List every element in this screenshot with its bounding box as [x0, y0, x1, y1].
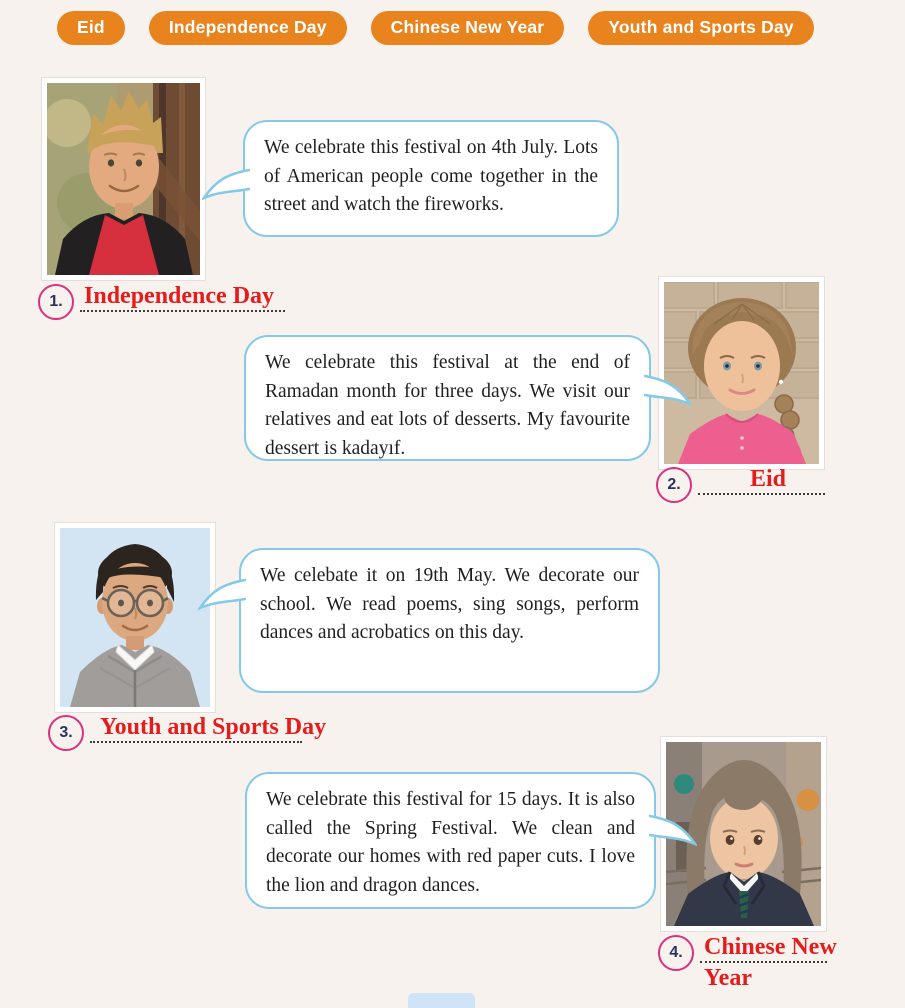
boy-red-jersey-illustration	[47, 83, 200, 275]
answer-line-2	[698, 464, 786, 495]
boy-glasses-illustration	[60, 528, 210, 707]
word-chip-youth-and-sports-day[interactable]: Youth and Sports Day	[588, 11, 814, 45]
word-chip-eid[interactable]: Eid	[57, 11, 125, 45]
number-circle-3: 3.	[48, 715, 84, 751]
answer-line-1	[80, 281, 274, 312]
speech-bubble-4	[245, 772, 656, 909]
number-circle-2: 2.	[656, 467, 692, 503]
answer-text-3: Youth and Sports Day	[100, 714, 327, 740]
answer-text-1: Independence Day	[84, 283, 275, 309]
answer-blank-1[interactable]	[38, 281, 274, 320]
bubble-tail-right-icon	[644, 370, 692, 410]
page-number-badge	[408, 993, 475, 1008]
answer-text-4: Chinese New Year	[704, 934, 837, 991]
number-circle-1: 1.	[38, 284, 74, 320]
speech-bubble-3-text: We celebate it on 19th May. We decorate our school. We read poems, sing songs, perform dances and acrobatics on this day.	[260, 565, 639, 644]
speech-bubble-1	[243, 120, 619, 237]
speech-bubble-2-text: We celebrate this festival at the end of Ramadan month for three days. We visit our relatives and eat lots of desserts. My favourite dessert is kadayıf.	[265, 352, 630, 459]
speech-bubble-1-text: We celebrate this festival on 4th July. Lots of American people come together in the street and watch the fireworks.	[264, 137, 598, 216]
bubble-tail-left-icon	[202, 164, 250, 204]
bubble-tail-left-icon	[198, 574, 246, 614]
photo-boy-red-jersey	[42, 78, 205, 280]
answer-blank-2[interactable]	[656, 464, 786, 503]
answer-line-3	[90, 712, 326, 743]
answer-blank-4[interactable]	[658, 932, 854, 993]
number-circle-4: 4.	[658, 935, 694, 971]
bubble-tail-right-icon	[649, 810, 697, 850]
answer-line-4	[700, 932, 854, 993]
speech-bubble-4-text: We celebrate this festival for 15 days. It is also called the Spring Festival. We clean and decorate our homes with red paper cuts. I love the lion and dragon dances.	[266, 789, 635, 896]
word-chip-chinese-new-year[interactable]: Chinese New Year	[371, 11, 565, 45]
speech-bubble-2	[244, 335, 651, 461]
word-chip-independence-day[interactable]: Independence Day	[149, 11, 347, 45]
answer-blank-3[interactable]	[48, 712, 326, 751]
word-bank	[57, 11, 814, 45]
speech-bubble-3	[239, 548, 660, 693]
answer-text-2: Eid	[750, 466, 787, 492]
photo-boy-glasses	[55, 523, 215, 712]
